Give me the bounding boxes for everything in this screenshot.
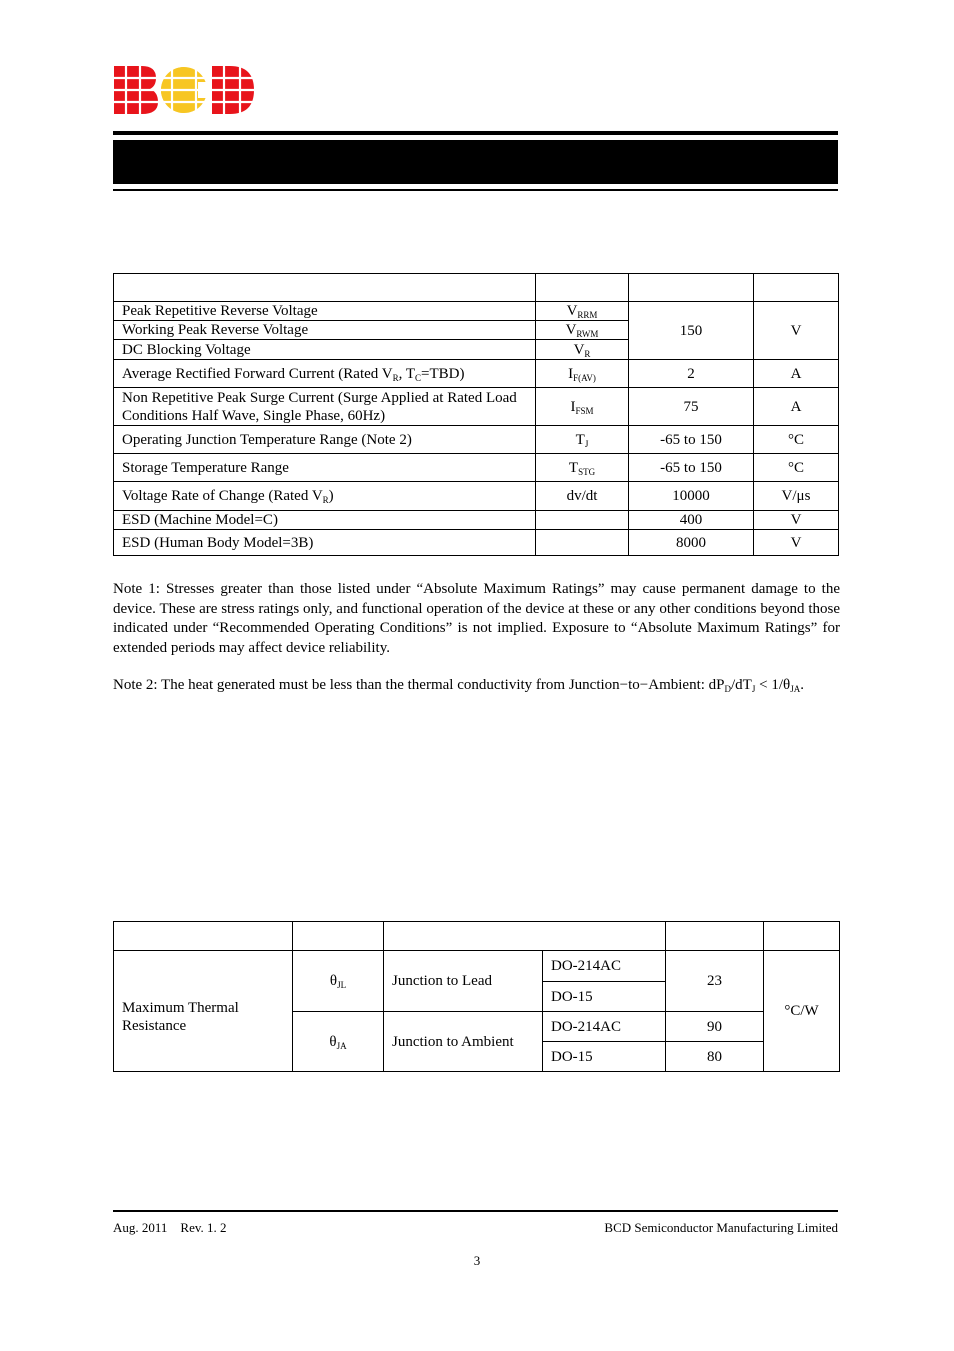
header-cell-unit	[764, 922, 840, 951]
page-number: 3	[473, 1253, 481, 1268]
table-row	[114, 426, 839, 454]
package-cell: DO-214AC	[543, 1012, 666, 1042]
param-cell: Voltage Rate of Change (Rated $V_R$)	[114, 482, 536, 511]
table-row	[114, 482, 839, 511]
param-cell: Working Peak Reverse Voltage	[114, 321, 536, 340]
table-row	[114, 511, 839, 530]
table-header-row	[114, 274, 839, 302]
footer-date-rev	[113, 1220, 227, 1236]
unit-cell: V/μs	[754, 482, 839, 511]
value-cell: 90	[666, 1012, 764, 1042]
unit-cell: °C/W	[764, 951, 840, 1072]
package-cell: DO-214AC	[543, 951, 666, 982]
header-cell-value	[666, 922, 764, 951]
value-cell: 8000	[629, 530, 754, 556]
param-cell: Operating Junction Temperature Range (Note 2)	[114, 426, 536, 454]
symbol-cell: $V_R$	[536, 340, 629, 360]
value-cell: 400	[629, 511, 754, 530]
note-1: Note 1: Stresses greater than those listed under “Absolute Maximum Ratings” may cause permanent damage to the device. These are stress ratings only, and functional operation of the device at these or any other conditions beyond those indicated under “Recommended Operating Conditions” is not implied. Exposure to “Absolute Maximum Ratings” for extended periods may affect device reliability.	[113, 581, 840, 656]
header-cell-conditions	[384, 922, 666, 951]
unit-cell: V	[754, 530, 839, 556]
unit-cell: V	[754, 302, 839, 360]
header-cell-parameter	[114, 274, 536, 302]
condition-cell: Junction to Ambient	[384, 1012, 543, 1072]
param-cell: Non Repetitive Peak Surge Current (Surge Applied at Rated Load Conditions Half Wave, Single Phase, 60Hz)	[114, 388, 536, 426]
header-cell-symbol	[293, 922, 384, 951]
param-cell: DC Blocking Voltage	[114, 340, 536, 360]
table-row	[114, 360, 839, 388]
table-row	[114, 530, 839, 556]
header-rule-bottom	[113, 189, 838, 191]
header-rule-top	[113, 131, 838, 135]
param-cell: Maximum Thermal Resistance	[114, 951, 293, 1072]
footer-revision: Rev. 1. 2	[180, 1220, 227, 1235]
symbol-cell	[536, 530, 629, 556]
package-cell: DO-15	[543, 982, 666, 1012]
unit-cell: A	[754, 388, 839, 426]
symbol-cell: dv/dt	[536, 482, 629, 511]
param-cell: ESD (Machine Model=C)	[114, 511, 536, 530]
bcd-logo	[112, 64, 256, 116]
param-cell: Storage Temperature Range	[114, 454, 536, 482]
header-band	[113, 140, 838, 184]
header-cell-value	[629, 274, 754, 302]
value-cell: -65 to 150	[629, 426, 754, 454]
absolute-maximum-ratings-table	[113, 273, 839, 556]
value-cell: -65 to 150	[629, 454, 754, 482]
bcd-logo-graphic	[112, 64, 256, 116]
symbol-cell	[536, 511, 629, 530]
footer-company: BCD Semiconductor Manufacturing Limited	[604, 1220, 838, 1235]
table-header-row	[114, 922, 840, 951]
table-row	[114, 388, 839, 426]
symbol-cell: $T_J$	[536, 426, 629, 454]
header-cell-symbol	[536, 274, 629, 302]
table-row	[114, 454, 839, 482]
symbol-cell: $I_{F(AV)}$	[536, 360, 629, 388]
footer-rule	[113, 1210, 838, 1212]
unit-cell: °C	[754, 426, 839, 454]
package-cell: DO-15	[543, 1042, 666, 1072]
value-cell: 80	[666, 1042, 764, 1072]
value-cell: 150	[629, 302, 754, 360]
unit-cell: °C	[754, 454, 839, 482]
symbol-cell: $I_{FSM}$	[536, 388, 629, 426]
footer-date: Aug. 2011	[113, 1220, 168, 1235]
symbol-cell: $V_{RRM}$	[536, 302, 629, 321]
value-cell: 23	[666, 951, 764, 1012]
param-cell: ESD (Human Body Model=3B)	[114, 530, 536, 556]
value-cell: 75	[629, 388, 754, 426]
symbol-cell: $\theta_{JA}$	[293, 1012, 384, 1072]
value-cell: 10000	[629, 482, 754, 511]
value-cell: 2	[629, 360, 754, 388]
header-cell-unit	[754, 274, 839, 302]
symbol-cell: $V_{RWM}$	[536, 321, 629, 340]
param-cell: Average Rectified Forward Current (Rated $V_R$, $T_C=TBD$)	[114, 360, 536, 388]
thermal-resistance-table	[113, 921, 840, 1072]
param-cell: Peak Repetitive Reverse Voltage	[114, 302, 536, 321]
table-row	[114, 302, 839, 321]
symbol-cell: $T_{STG}$	[536, 454, 629, 482]
table-row	[114, 951, 840, 982]
note-2: Note 2: The heat generated must be less than the thermal conductivity from Junction−to−Ambient: $dP_D/dT_J < 1/\theta_{JA}$.	[113, 677, 804, 694]
unit-cell: V	[754, 511, 839, 530]
symbol-cell: $\theta_{JL}$	[293, 951, 384, 1012]
condition-cell: Junction to Lead	[384, 951, 543, 1012]
unit-cell: A	[754, 360, 839, 388]
header-cell-parameter	[114, 922, 293, 951]
